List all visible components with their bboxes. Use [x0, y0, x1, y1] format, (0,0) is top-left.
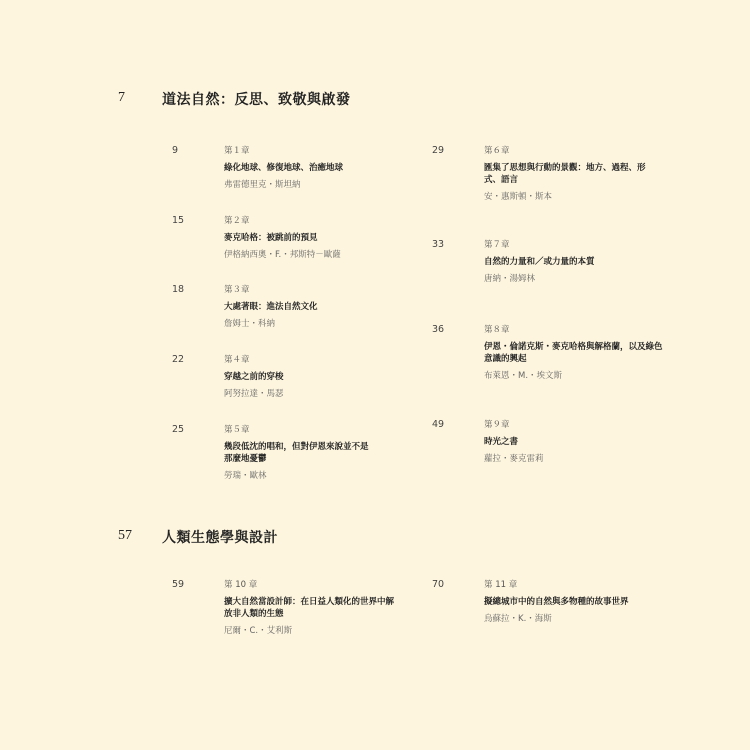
chapter-author: 伊格納西奧・F.・邦斯特－歐薩 [224, 250, 341, 260]
chapter-title: 匯集了思想與行動的景觀：地方、過程、形式、語言 [484, 163, 646, 185]
section-page-number: 57 [118, 528, 132, 543]
entry-page-number: 18 [172, 284, 185, 295]
chapter-author: 烏蘇拉・K.・海斯 [484, 614, 552, 624]
chapter-title: 幾段低沈的唱和，但對伊恩來說並不是那麼地憂鬱 [224, 442, 369, 464]
chapter-label: 第６章 [484, 146, 510, 156]
chapter-author: 弗雷德里克・斯坦納 [224, 180, 301, 190]
entry-page-number: 70 [432, 579, 445, 590]
chapter-label: 第４章 [224, 355, 250, 365]
section-page-number: 7 [118, 90, 125, 105]
entry-page-number: 15 [172, 215, 185, 226]
chapter-author: 安・惠斯頓・斯本 [484, 192, 553, 202]
entry-page-number: 49 [432, 419, 445, 430]
chapter-author: 阿努拉達・馬瑟 [224, 389, 284, 399]
section-title: 道法自然：反思、致敬與啟發 [162, 92, 351, 108]
chapter-title: 綠化地球、修復地球、治癒地球 [224, 163, 344, 173]
chapter-title: 麥克哈格：被跳前的預見 [224, 233, 318, 243]
entry-page-number: 59 [172, 579, 185, 590]
chapter-title: 擴大自然當設計師：在日益人類化的世界中解放非人類的生態 [224, 597, 395, 619]
chapter-label: 第９章 [484, 420, 510, 430]
entry-page-number: 22 [172, 354, 185, 365]
chapter-label: 第３章 [224, 285, 250, 295]
chapter-author: 詹姆士・科納 [224, 319, 276, 329]
chapter-label: 第５章 [224, 425, 250, 435]
chapter-title: 伊恩・倫諾克斯・麥克哈格與解格蘭，以及綠色意識的興起 [484, 342, 663, 364]
chapter-label: 第 11 章 [484, 580, 518, 590]
chapter-author: 尼爾・C.・艾利斯 [224, 626, 293, 636]
chapter-title: 自然的力量和／或力量的本質 [484, 257, 595, 267]
chapter-author: 蘿拉・麥克雷莉 [484, 454, 544, 464]
chapter-author: 布萊恩・M.・埃文斯 [484, 371, 563, 381]
chapter-title: 穿越之前的穿梭 [224, 372, 284, 382]
section-title: 人類生態學與設計 [162, 530, 278, 546]
chapter-author: 唐納・湯姆林 [484, 274, 536, 284]
chapter-label: 第８章 [484, 325, 510, 335]
chapter-label: 第１章 [224, 146, 250, 156]
entry-page-number: 25 [172, 424, 185, 435]
entry-page-number: 9 [172, 145, 179, 156]
chapter-title: 擬總城市中的自然與多物種的故事世界 [484, 597, 629, 607]
entry-page-number: 36 [432, 324, 445, 335]
chapter-label: 第７章 [484, 240, 510, 250]
entry-page-number: 29 [432, 145, 445, 156]
chapter-label: 第 10 章 [224, 580, 258, 590]
chapter-title: 時光之書 [484, 437, 519, 447]
chapter-title: 大處著眼：進法自然文化 [224, 302, 318, 312]
chapter-author: 勞瑞・歐林 [224, 471, 267, 481]
entry-page-number: 33 [432, 239, 445, 250]
chapter-label: 第２章 [224, 216, 250, 226]
